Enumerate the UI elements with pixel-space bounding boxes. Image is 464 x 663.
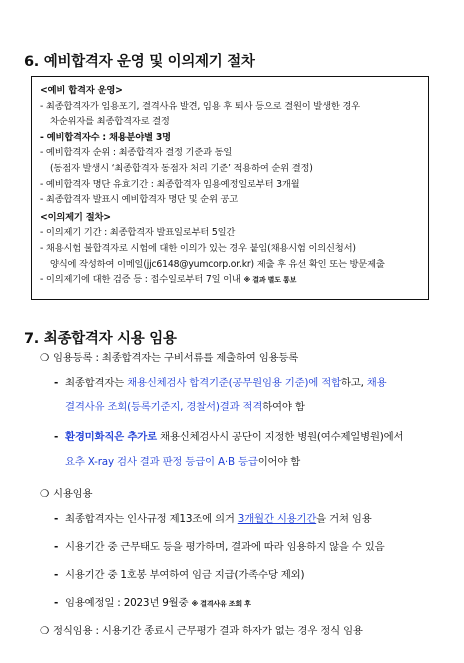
circle-bullet-icon: ❍ [40,488,50,500]
text: 하고, [340,377,367,389]
text: 이어야 함 [257,456,301,468]
text: 하여야 함 [262,401,305,413]
section-6-title: 6. 예비합격자 운영 및 이의제기 절차 [24,54,255,70]
sub-item-xray-cont [40,454,440,486]
dash-marker: - [54,431,59,443]
sub-item-health-check [40,375,440,399]
text: 을 거쳐 임용 [316,513,372,525]
highlight-text: 결격사유 조회(등록기준지, 경찰서)결과 적격 [65,401,263,413]
section-7-title: 7. 최종합격자 시용 임용 [24,331,177,347]
item-probation [40,486,440,511]
item-text: 정식임용 : 시용기간 종료시 근무평가 결과 하자가 없는 경우 정식 임용 [53,625,363,637]
sub-item-health-check-cont [40,399,440,429]
highlight-text: 채용 [366,377,387,389]
sub-item [40,539,440,567]
sub-item [40,567,440,595]
box-line: 차순위자를 최종합격자로 결정 [50,116,170,128]
box-line: - 최종합격자 발표시 예비합격자 명단 및 순위 공고 [40,194,239,206]
box-line: - 예비합격자 명단 유효기간 : 최종합격자 임용예정일로부터 3개월 [40,178,300,190]
item-text: 시용임용 [53,488,93,500]
dash-marker: - [54,541,59,553]
dash-marker: - [54,569,59,581]
box-line: - 예비합격자수 : 채용분야별 3명 [40,131,171,143]
box-line: - 이의제기 기간 : 최종합격자 발표일로부터 5일간 [40,227,236,239]
dash-marker: - [54,377,59,389]
text: 시용기간 중 1호봉 부여하여 임금 지급(가족수당 제외) [65,569,305,581]
box-line [40,272,422,289]
box-heading-reserve: <예비 합격자 운영> [40,85,123,96]
box-note: ※ 결과 별도 통보 [243,276,297,285]
box-line: (동점자 발생시 ‘최종합격자 동점자 처리 기준’ 적용하여 순위 결정) [50,162,313,174]
box-line: - 예비합격자 순위 : 최종합격자 결정 기준과 동일 [40,147,233,159]
item-formal-appointment [40,623,440,648]
dash-marker: - [54,513,59,525]
highlight-text: 환경미화직은 추가로 [65,431,157,443]
text: 채용신체검사시 공단이 지정한 병원(여수제일병원)에서 [156,431,404,443]
box-line: - 최종합격자가 임용포기, 결격사유 발견, 임용 후 퇴사 등으로 결원이 발생한 경우 [40,100,360,112]
section-7-body [40,350,440,648]
sub-item [40,595,440,623]
text: 최종합격자는 인사규정 제13조에 의거 [65,513,238,525]
circle-bullet-icon: ❍ [40,625,50,637]
box-line: 양식에 작성하여 이메일(jjc6148@yumcorp.or.kr) 제출 후 유선 확인 또는 방문제출 [50,258,385,270]
dash-marker: - [54,597,59,609]
text: 최종합격자는 [65,377,128,389]
box-line-text: - 이의제기에 대한 검증 등 : 접수일로부터 7일 이내 [40,274,244,286]
text: 시용기간 중 근무태도 등을 평가하며, 결과에 따라 임용하지 않을 수 있음 [65,541,385,553]
highlight-text: 요추 X-ray 검사 결과 판정 등급이 A·B 등급 [65,456,258,468]
note-text: ※ 결격사유 조회 후 [191,600,251,608]
circle-bullet-icon: ❍ [40,352,50,364]
box-line: - 채용시험 불합격자로 시험에 대한 이의가 있는 경우 붙임(채용시험 이의신청서) [40,242,356,254]
item-registration [40,350,440,375]
text: 임용예정일 : 2023년 9월중 [65,597,192,609]
item-text: 임용등록 : 최종합격자는 구비서류를 제출하여 임용등록 [53,352,299,364]
sub-item-xray [40,429,440,454]
highlight-text: 채용신체검사 합격기준(공무원임용 기준)에 적합 [127,377,341,389]
sub-item [40,511,440,539]
procedure-box [31,76,429,300]
underlined-text: 3개월간 시용기간 [237,513,317,525]
box-heading-objection: <이의제기 절차> [40,211,111,223]
